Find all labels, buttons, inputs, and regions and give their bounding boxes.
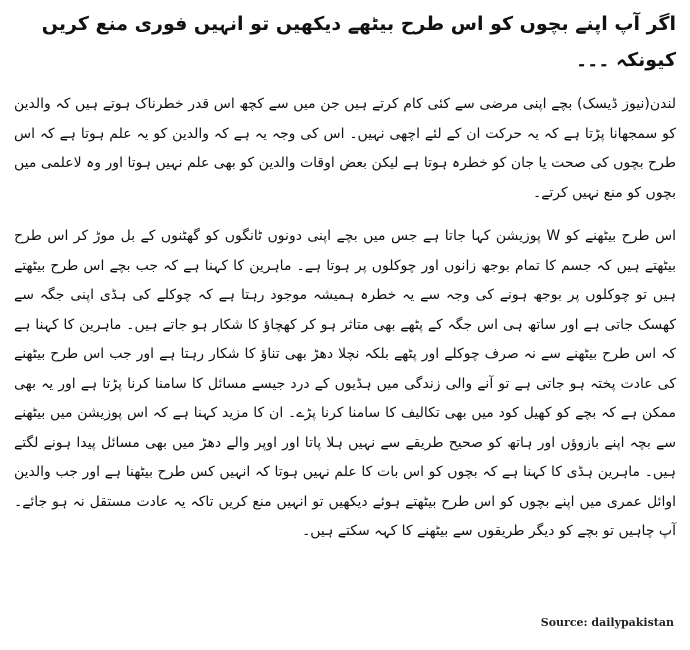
source-credit: Source: dailypakistan bbox=[540, 616, 674, 629]
article-paragraph: لندن(نیوز ڈیسک) بچے اپنی مرضی سے کئی کام کرتے ہیں جن میں سے کچھ اس قدر خطرناک ہوتے ہیں کہ والدین کو سمجھانا پڑتا ہے کہ یہ حرکت ان کے لئے اچھی نہیں۔ اس کی وجہ یہ ہے کہ والدین کو یہ علم ہوتا ہے کہ اس طرح بچوں کی صحت یا جان کو خطرہ ہوتا ہے لیکن بعض اوقات والدین کو بھی علم نہیں ہوتا اور وہ لاعلمی میں بچوں کو منع نہیں کرتے۔ bbox=[14, 96, 676, 201]
article-paragraph: اس طرح بیٹھنے کو W پوزیشن کہا جاتا ہے جس میں بچے اپنی دونوں ٹانگوں کو گھٹنوں کے بل موڑ کر اس طرح بیٹھتے ہیں کہ جسم کا تمام بوجھ زانوں اور چوکلوں پر ہوتا ہے۔ ماہرین کا کہنا ہے کہ جب بچے اس طرح بیٹھتے ہیں تو چوکلوں پر بوجھ ہونے کی وجہ سے یہ خطرہ ہمیشہ موجود رہتا ہے کہ چوکلے کی ہڈی اپنی جگہ سے کھسک جاتی ہے اور ساتھ ہی اس جگہ کے پٹھے بھی متاثر ہو کر کھچاؤ کا شکار ہو جاتے ہیں۔ ماہرین کا کہنا ہے کہ اس طرح بیٹھنے سے نہ صرف چوکلے اور پٹھے بلکہ نچلا دھڑ بھی تناؤ کا شکار رہتا ہے اور جب اس طرح بیٹھنے کی عادت پختہ ہو جاتی ہے تو آنے والی زندگی میں ہڈیوں کے درد جیسے مسائل کا سامنا کرنا پڑتا ہے اور یہ بھی ممکن ہے کہ بچے کو کھیل کود میں بھی تکالیف کا سامنا کرنا پڑے۔ ان کا مزید کہنا ہے کہ اس پوزیشن میں بیٹھنے سے بچہ اپنے بازوؤں اور ہاتھ کو صحیح طریقے سے نہیں ہلا پاتا اور اوپر والے دھڑ میں بھی مسائل پیدا ہونے لگتے ہیں۔ ماہرین ہڈی کا کہنا ہے کہ بچوں کو اس بات کا علم نہیں ہوتا کہ انہیں کس طرح بیٹھنا ہے اور جب والدین اوائل عمری میں اپنے بچوں کو اس طرح بیٹھتے ہوئے دیکھیں تو انہیں منع کریں تاکہ یہ عادت مستقل نہ ہو جائے۔ آپ چاہیں تو بچے کو دیگر طریقوں سے بیٹھنے کا کہہ سکتے ہیں۔ bbox=[14, 228, 676, 539]
article bbox=[14, 6, 676, 561]
article-headline: اگر آپ اپنے بچوں کو اس طرح بیٹھے دیکھیں تو انہیں فوری منع کریں کیونکہ ۔۔۔ bbox=[41, 13, 676, 71]
